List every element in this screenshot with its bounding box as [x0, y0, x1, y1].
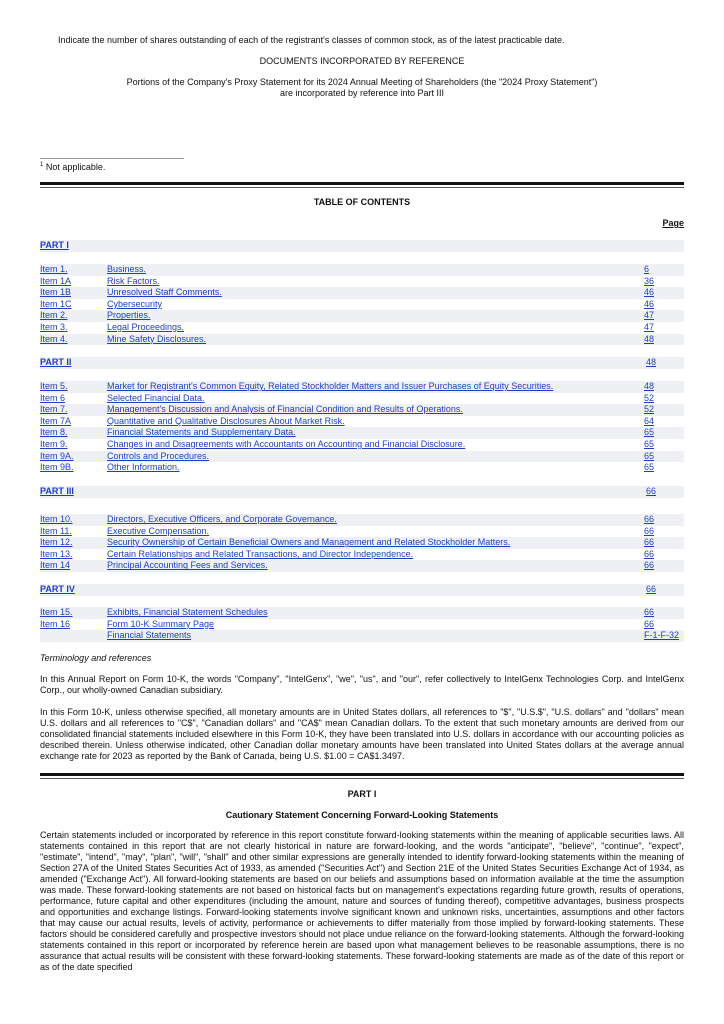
item-title[interactable]: Cybersecurity — [107, 298, 163, 309]
terminology-paragraph-2: In this Form 10-K, unless otherwise specified, all monetary amounts are in United States dollars, all references to "$", "U.S.$", "U.S. dollars" and "dollars" mean U.S. dollars and all references to "C$", "Canadian dollars" and "CA$" mean Canadian dollars. To the extent that such monetary amounts are derived from our consolidated financial statements included elsewhere in this Form 10-K, they have been translated into U.S. dollars in accordance with our accounting policies as described therein. Unless otherwise indicated, other Canadian dollar monetary amounts have been translated into United States dollars at the average annual exchange rate for 2023 as reported by the Bank of Canada, being U.S. $1.00 = CA$1.3497. — [40, 707, 684, 761]
item-page[interactable]: 66 — [644, 560, 655, 571]
item-page[interactable]: 66 — [644, 618, 655, 629]
toc-item[interactable] — [40, 537, 684, 549]
item-title[interactable]: Changes in and Disagreements with Accountants on Accounting and Financial Disclosure. — [107, 438, 466, 449]
item-page[interactable]: 36 — [644, 275, 655, 286]
proxy-statement-line-2: are incorporated by reference into Part III — [279, 88, 445, 98]
item-number[interactable]: Item 15. — [40, 607, 73, 617]
part-page[interactable]: 66 — [646, 486, 657, 496]
item-number[interactable]: Item 13. — [40, 548, 73, 559]
item-page[interactable]: 65 — [644, 450, 655, 461]
item-title[interactable]: Unresolved Staff Comments. — [107, 287, 222, 298]
part-label[interactable]: PART II — [40, 357, 72, 367]
toc-list-part-1 — [40, 264, 684, 345]
item-page[interactable]: F-1-F-32 — [644, 630, 680, 641]
item-page[interactable]: 66 — [644, 525, 655, 536]
item-number[interactable]: Item 9B. — [40, 462, 74, 473]
toc-item[interactable] — [40, 560, 684, 572]
spacer — [40, 252, 684, 264]
item-title[interactable]: Security Ownership of Certain Beneficial Owners and Management and Related Stockholder Matters. — [107, 537, 511, 548]
item-number[interactable]: Item 8. — [40, 427, 68, 438]
item-number[interactable]: Item 7. — [40, 404, 68, 415]
item-title[interactable]: Quantitative and Qualitative Disclosures About Market Risk. — [107, 415, 345, 426]
toc-list-part-3 — [40, 514, 684, 572]
toc-item[interactable] — [40, 439, 684, 451]
item-number[interactable]: Item 12. — [40, 537, 73, 548]
item-number[interactable]: Item 14 — [40, 560, 71, 571]
item-title[interactable]: Financial Statements — [107, 630, 192, 641]
item-page[interactable]: 65 — [644, 462, 655, 473]
item-page[interactable]: 48 — [644, 333, 655, 344]
section-divider — [40, 773, 684, 776]
section-divider-top-thin — [40, 187, 684, 188]
part-label[interactable]: PART I — [40, 240, 69, 250]
toc-title: TABLE OF CONTENTS — [313, 197, 411, 207]
item-page[interactable]: 47 — [644, 310, 655, 321]
toc-item[interactable] — [40, 607, 684, 619]
item-title[interactable]: Market for Registrant's Common Equity, Related Stockholder Matters and Issuer Purchases of Equity Securities. — [107, 381, 554, 391]
item-title[interactable]: Directors, Executive Officers, and Corporate Governance. — [107, 514, 337, 524]
terminology-paragraph-1: In this Annual Report on Form 10-K, the words "Company", "IntelGenx", "we", "us", and "our", refer collectively to IntelGenx Technologies Corp. and IntelGenx Corp., our wholly-owned Canadian subsidiary. — [40, 674, 684, 695]
item-page[interactable]: 66 — [644, 537, 655, 548]
toc-part-2[interactable] — [40, 357, 684, 369]
item-title[interactable]: Business. — [107, 264, 147, 274]
item-title[interactable]: Risk Factors. — [107, 275, 160, 286]
item-title[interactable]: Principal Accounting Fees and Services. — [107, 560, 268, 571]
item-title[interactable]: Legal Proceedings. — [107, 321, 185, 332]
footnote — [40, 162, 105, 173]
item-number[interactable]: Item 1A — [40, 275, 72, 286]
item-number[interactable]: Item 1. — [40, 264, 68, 274]
toc-item[interactable] — [40, 334, 684, 346]
item-page[interactable]: 48 — [644, 381, 655, 391]
item-number[interactable]: Item 7A — [40, 415, 72, 426]
footnote-text: Not applicable. — [45, 162, 106, 172]
toc-item[interactable] — [40, 462, 684, 474]
toc-item[interactable] — [40, 630, 684, 642]
item-title[interactable]: Properties. — [107, 310, 151, 321]
footnote-marker: 1 — [40, 162, 44, 168]
item-page[interactable]: 52 — [644, 404, 655, 415]
footnote-divider — [40, 158, 184, 159]
item-number[interactable]: Item 1C — [40, 298, 72, 309]
item-title[interactable]: Selected Financial Data. — [107, 392, 205, 403]
toc-item[interactable] — [40, 549, 684, 561]
item-title[interactable]: Exhibits, Financial Statement Schedules — [107, 607, 268, 617]
item-page[interactable]: 46 — [644, 287, 655, 298]
toc-page-header: Page — [662, 218, 684, 228]
part-page[interactable]: 48 — [646, 357, 657, 367]
item-page[interactable]: 65 — [644, 427, 655, 438]
item-number[interactable]: Item 9A. — [40, 450, 74, 461]
item-number[interactable]: Item 1B — [40, 287, 72, 298]
item-page[interactable]: 47 — [644, 321, 655, 332]
toc-list-part-2 — [40, 381, 684, 474]
forward-looking-paragraph: Certain statements included or incorporated by reference in this report constitute forward-looking statements within the meaning of applicable securities laws. All statements contained in this report that are not clearly historical in nature are forward-looking, and the words "anticipate", "believe", "continue", "expect", "estimate", "intend", "may", "plan", "will", "shall" and other similar expressions are generally intended to identify forward-looking statements within the meaning of Section 27A of the United States Securities Act of 1933, as amended ("Securities Act") and Section 21E of the United States Securities Exchange Act of 1934, as amended ("Exchange Act"). All forward-looking statements are based on our beliefs and assumptions based on information available at the time the assumption was made. These forward-looking statements are not based on historical facts but on management's expectations regarding future growth, results of operations, performance, future capital and other expenditures (including the amount, nature and sources of funding thereof), competitive advantages, business prospects and opportunities and exchange listings. Forward-looking statements involve significant known and unknown risks, uncertainties, assumptions and other factors that may cause our actual results, levels of activity, performance or achievements to differ materially from those implied by forward-looking statements. These factors should be considered carefully and prospective investors should not place undue reliance on the forward-looking statements. Although the forward-looking statements contained in this report or incorporated by reference herein are based upon what management believes to be reasonable assumptions, there is no assurance that actual results will be consistent with these forward-looking statements. These forward-looking statements are made as of the date of this report or as of the date specified — [40, 830, 684, 972]
item-page[interactable]: 65 — [644, 438, 655, 449]
item-number[interactable]: Item 6 — [40, 392, 66, 403]
terminology-heading: Terminology and references — [40, 653, 152, 663]
item-number[interactable]: Item 11. — [40, 525, 72, 536]
item-title[interactable]: Other Information. — [107, 462, 180, 473]
part-1-heading: PART I — [347, 789, 377, 799]
item-title[interactable]: Executive Compensation. — [107, 525, 210, 536]
item-number[interactable]: Item 10. — [40, 514, 73, 524]
documents-incorporated-heading: DOCUMENTS INCORPORATED BY REFERENCE — [259, 56, 465, 66]
toc-item[interactable] — [40, 276, 684, 288]
toc-item[interactable] — [40, 451, 684, 463]
item-number[interactable]: Item 4. — [40, 333, 68, 344]
item-title[interactable]: Management's Discussion and Analysis of Financial Condition and Results of Operations. — [107, 404, 463, 415]
part-label[interactable]: PART III — [40, 486, 74, 496]
item-page[interactable]: 66 — [644, 514, 655, 524]
toc-item[interactable] — [40, 299, 684, 311]
toc-part-3[interactable] — [40, 486, 684, 498]
toc-part-1[interactable] — [40, 240, 684, 252]
section-divider-top — [40, 182, 684, 185]
item-page[interactable]: 52 — [644, 392, 655, 403]
toc-item[interactable] — [40, 416, 684, 428]
forward-looking-heading: Cautionary Statement Concerning Forward-Looking Statements — [225, 810, 499, 820]
toc-item[interactable] — [40, 322, 684, 334]
toc-item[interactable] — [40, 514, 684, 526]
toc-item[interactable] — [40, 310, 684, 322]
item-page[interactable]: 66 — [644, 548, 655, 559]
toc-item[interactable] — [40, 264, 684, 276]
item-number[interactable]: Item 9. — [40, 438, 68, 449]
toc-item[interactable] — [40, 381, 684, 393]
toc-item[interactable] — [40, 619, 684, 631]
toc-item[interactable] — [40, 287, 684, 299]
section-divider-thin — [40, 778, 684, 779]
part-page[interactable]: 66 — [646, 584, 657, 594]
item-title[interactable]: Controls and Procedures. — [107, 450, 210, 461]
toc-part-4[interactable] — [40, 584, 684, 596]
item-title[interactable]: Form 10-K Summary Page — [107, 618, 215, 629]
item-page[interactable]: 46 — [644, 298, 655, 309]
proxy-statement-line-1: Portions of the Company's Proxy Statement for its 2024 Annual Meeting of Shareholders (the "2024 Proxy Statement") — [126, 77, 598, 87]
toc-item[interactable] — [40, 526, 684, 538]
item-number[interactable]: Item 3. — [40, 321, 68, 332]
item-title[interactable]: Financial Statements and Supplementary Data. — [107, 427, 296, 438]
shares-outstanding-line: Indicate the number of shares outstanding of each of the registrant's classes of common stock, as of the latest practicable date. — [58, 35, 565, 45]
item-title[interactable]: Mine Safety Disclosures. — [107, 333, 207, 344]
toc-item[interactable] — [40, 393, 684, 405]
item-page[interactable]: 64 — [644, 415, 655, 426]
toc-list-part-4 — [40, 607, 684, 642]
item-number[interactable]: Item 2. — [40, 310, 68, 321]
item-title[interactable]: Certain Relationships and Related Transactions, and Director Independence. — [107, 548, 414, 559]
part-label[interactable]: PART IV — [40, 584, 75, 594]
toc-item[interactable] — [40, 404, 684, 416]
toc-item[interactable] — [40, 427, 684, 439]
item-number[interactable]: Item 5. — [40, 381, 68, 391]
item-number[interactable]: Item 16 — [40, 618, 71, 629]
item-page[interactable]: 66 — [644, 607, 655, 617]
item-page[interactable]: 6 — [644, 264, 650, 274]
